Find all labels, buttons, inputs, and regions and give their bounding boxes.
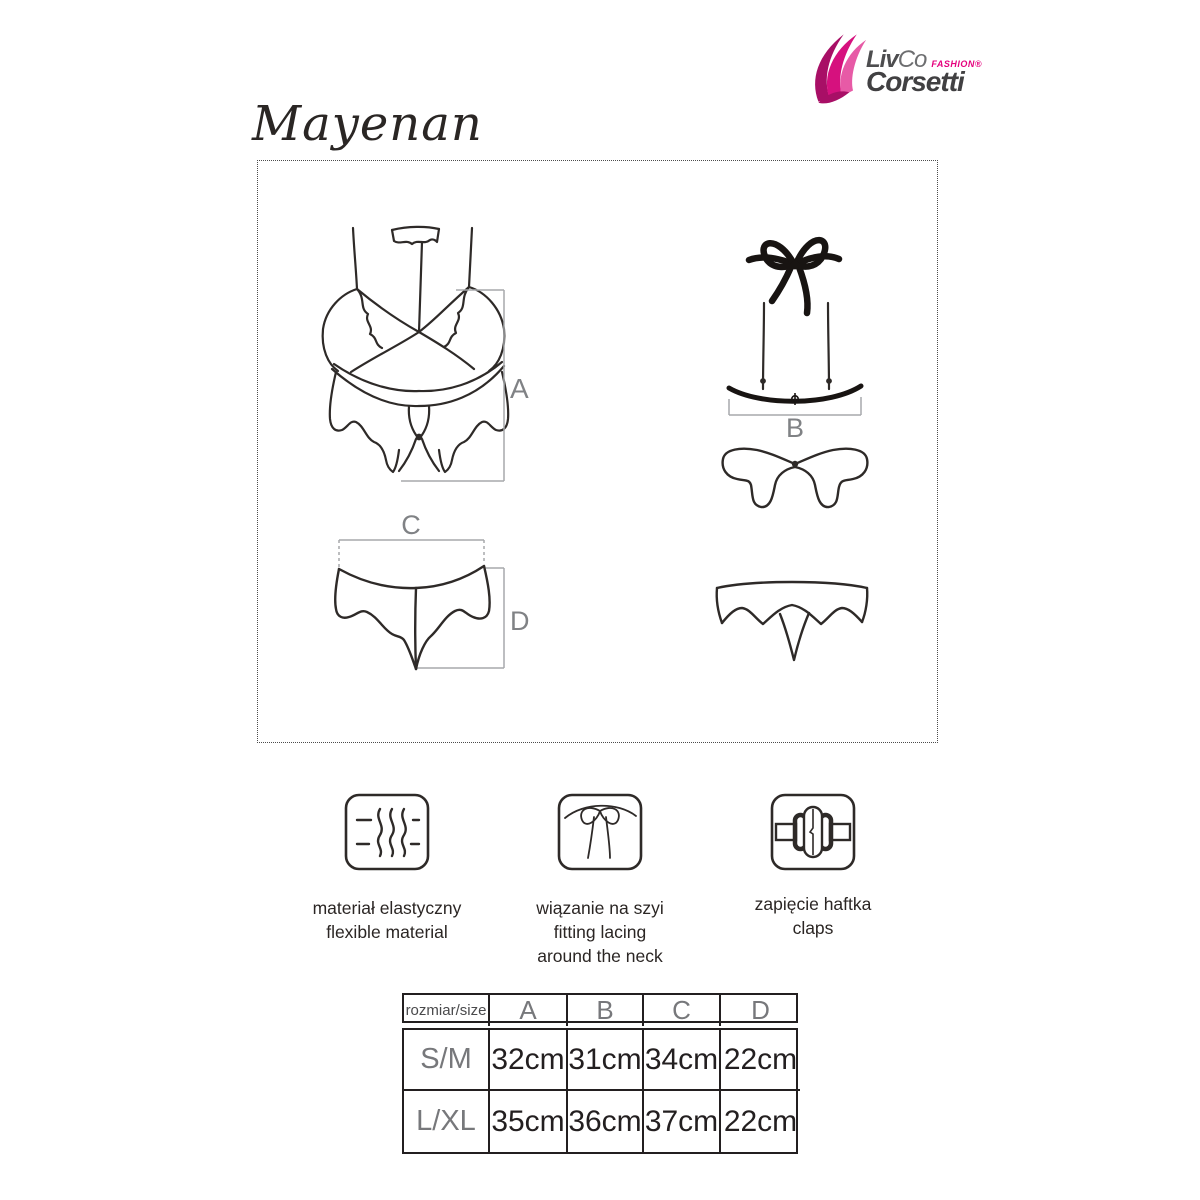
value-cell: 22cm (723, 1104, 798, 1138)
measurement-d-label: D (510, 606, 530, 636)
value-cell: 34cm (644, 1030, 721, 1091)
size-table (402, 993, 798, 1154)
skirt-drawing (707, 567, 877, 667)
logo-co: Co (897, 46, 927, 73)
header-col-c: C (644, 995, 721, 1026)
header-col-d: D (751, 995, 770, 1025)
feature-caption-line: wiązanie na szyi (536, 898, 664, 918)
value-cell: 37cm (644, 1091, 721, 1152)
measurement-b-label: B (785, 413, 805, 443)
babydoll-drawing (296, 214, 541, 484)
feature-caption-line: zapięcie haftka (754, 894, 872, 914)
measurement-a-label: A (510, 373, 529, 404)
feature-caption-line: fitting lacing (553, 922, 647, 942)
stretch-fabric-icon (343, 792, 431, 872)
value-cell: 32cm (490, 1030, 568, 1091)
logo-corsetti: Corsetti (866, 66, 964, 97)
diagram-panel (257, 160, 938, 743)
header-col-a: A (490, 995, 568, 1026)
value-cell: 31cm (568, 1030, 644, 1091)
feature-lacing-caption (485, 896, 715, 968)
page-title: Mayenan (252, 96, 483, 152)
brand-logo (810, 30, 983, 110)
measurement-c-label: C (401, 510, 421, 540)
feature-caption-line: around the neck (537, 946, 663, 966)
logo-swoosh-icon (810, 30, 868, 106)
feature-caption-line: flexible material (326, 922, 448, 942)
value-cell: 22cm (721, 1030, 800, 1091)
panty-drawing (713, 443, 878, 528)
feature-stretch-caption (272, 896, 502, 944)
logo-wordmark (866, 48, 982, 96)
shorts-drawing (326, 506, 531, 681)
neck-lacing-icon (556, 792, 644, 872)
size-cell-lxl: L/XL (404, 1091, 490, 1152)
feature-caption-line: materiał elastyczny (312, 898, 462, 918)
size-table-body (402, 1028, 798, 1154)
logo-liv: Liv (866, 46, 898, 73)
size-table-header-row (402, 993, 798, 1023)
value-cell: 35cm (490, 1091, 568, 1152)
clasp-icon (769, 792, 857, 872)
feature-caption-line: claps (792, 918, 834, 938)
size-cell-sm: S/M (404, 1030, 490, 1091)
value-cell: 36cm (568, 1091, 644, 1152)
neck-bow-band-drawing (715, 223, 875, 443)
feature-clasp-caption (698, 892, 928, 940)
header-size-cell: rozmiar/size (404, 995, 490, 1026)
logo-fashion: FASHION® (931, 59, 983, 69)
header-col-b: B (568, 995, 644, 1026)
